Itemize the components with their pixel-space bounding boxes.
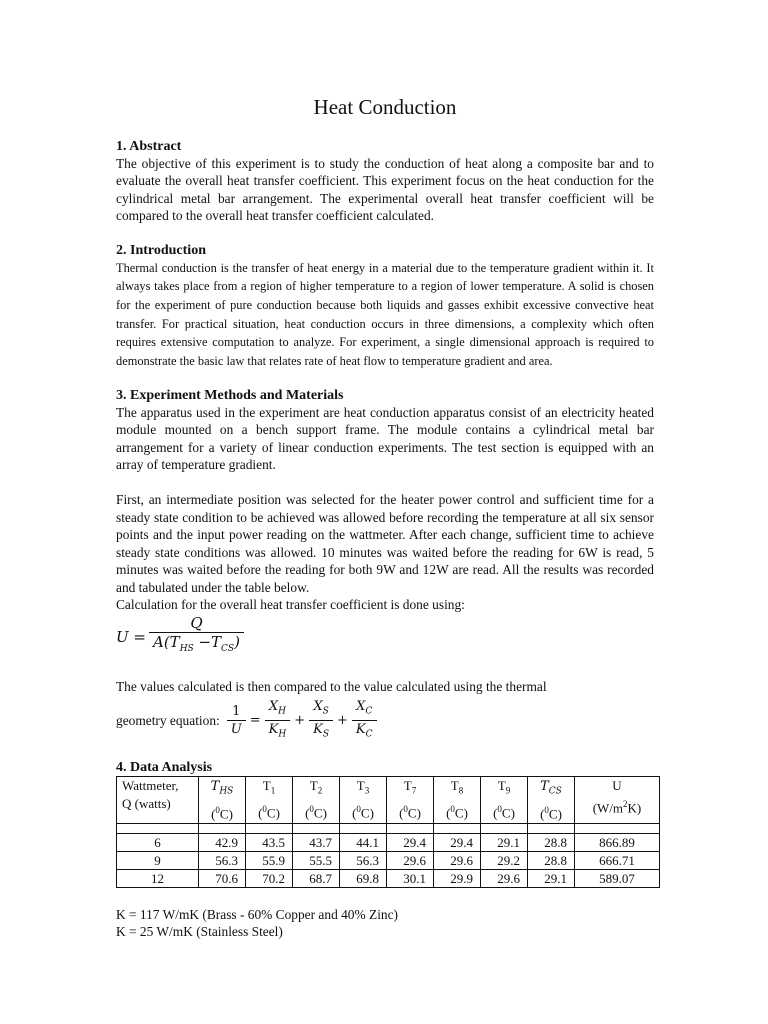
header-tcs-sub: CS [548, 786, 562, 797]
cell-q: 6 [117, 833, 199, 851]
geo-u: U [227, 720, 246, 739]
cell-q: 9 [117, 851, 199, 869]
note-brass-k: K = 117 W/mK (Brass - 60% Copper and 40% Zinc) [116, 906, 399, 922]
geo-xh [265, 698, 290, 721]
geo-frac-s [309, 698, 333, 744]
document-title: Heat Conduction [313, 95, 457, 119]
table-row [117, 869, 660, 887]
cell-t3: 44.1 [340, 833, 387, 851]
cell-ths: 70.6 [199, 869, 246, 887]
formula-den-hs: HS [179, 644, 194, 655]
formula-u-numerator: Q [190, 614, 203, 633]
geo-kh-k: K [268, 722, 279, 738]
geo-xc-x: X [356, 698, 366, 714]
cell-tcs: 28.8 [528, 851, 575, 869]
results-table [116, 776, 660, 888]
cell-t7: 30.1 [387, 869, 434, 887]
unit-open: ( [399, 804, 404, 820]
formula-u-fraction [149, 615, 244, 658]
unit-close: C) [501, 804, 515, 820]
cell-t2: 55.5 [293, 851, 340, 869]
header-tcs-t: T [540, 778, 549, 794]
unit-open: ( [446, 804, 451, 820]
header-t7-sub: 7 [411, 785, 417, 796]
geo-xh-x: X [268, 698, 279, 714]
cell-ths: 56.3 [199, 851, 246, 869]
header-t3-t: T [356, 777, 365, 793]
header-u-unit: (W/m [592, 800, 624, 816]
header-wattmeter [117, 776, 199, 823]
cell-t8: 29.4 [434, 833, 481, 851]
geo-frac-c [352, 698, 377, 744]
cell-t8: 29.9 [434, 869, 481, 887]
geo-xc [352, 698, 376, 721]
cell-tcs: 28.8 [528, 833, 575, 851]
unit-close: C) [313, 804, 327, 820]
unit-open: ( [305, 804, 310, 820]
header-t9-sub: 9 [505, 785, 511, 796]
geo-ks [309, 720, 333, 744]
geo-frac-one-u [227, 703, 246, 739]
header-wattmeter-line1: Wattmeter, [122, 777, 179, 793]
header-u-sup: 2 [623, 798, 628, 809]
unit-close: C) [360, 804, 374, 820]
geo-kc-sub: C [365, 729, 373, 740]
unit-sup: 0 [497, 803, 502, 814]
header-tcs [528, 776, 575, 823]
table-body [117, 833, 660, 887]
cell-t2: 68.7 [293, 869, 340, 887]
cell-t1: 70.2 [246, 869, 293, 887]
header-t8-sub: 8 [458, 785, 464, 796]
unit-sup: 0 [403, 803, 408, 814]
header-t8 [434, 776, 481, 823]
overall-u-formula [116, 615, 654, 658]
introduction-heading: 2. Introduction [116, 242, 206, 258]
geo-equals: = [249, 713, 261, 729]
abstract-text: The objective of this experiment is to study the conduction of heat along a composite bar and to evaluate the overall heat transfer coefficient. This experiment focus on the heat conduction for the cylindrical metal bar arrangement. The experimental overall heat transfer coefficient will be compared to the overall heat transfer coefficient calculated. [116, 156, 654, 224]
methods-paragraph-3: Calculation for the overall heat transfer coefficient is done using: [116, 596, 465, 612]
geometry-equation [116, 698, 654, 744]
geo-frac-h [265, 698, 291, 744]
table-spacer-row [117, 823, 660, 833]
header-t7 [387, 776, 434, 823]
note-steel-k: K = 25 W/mK (Stainless Steel) [116, 924, 283, 940]
data-analysis-heading: 4. Data Analysis [116, 759, 213, 775]
geo-xc-sub: C [365, 706, 373, 717]
header-t7-t: T [403, 777, 412, 793]
header-t8-t: T [450, 777, 459, 793]
header-u-close: K) [627, 800, 642, 816]
unit-close: C) [548, 805, 562, 821]
cell-u: 589.07 [575, 869, 660, 887]
formula-den-cs: CS [221, 644, 235, 655]
unit-open: ( [352, 804, 357, 820]
unit-close: C) [407, 804, 421, 820]
geo-kc [352, 720, 377, 744]
cell-u: 866.89 [575, 833, 660, 851]
header-ths [199, 776, 246, 823]
geo-one: 1 [232, 703, 241, 719]
methods-paragraph-2: First, an intermediate position was selected for the heater power control and sufficient time for a steady state condition to be achieved was allowed before recording the temperature at all six sensor points and the input power reading on the wattmeter. After each change, sufficient time to achieve steady state conditions was allowed. 10 minutes was waited before the reading for 6W is read, 5 minutes was waited before the reading for both 9W and 12W are read. All the results was recorded and tabulated under the table below. [116, 492, 654, 595]
header-t9 [481, 776, 528, 823]
header-ths-sub: HS [219, 786, 234, 797]
geo-ks-sub: S [322, 729, 329, 740]
header-t2-sub: 2 [317, 785, 323, 796]
formula-u-lhs: U = [116, 627, 146, 646]
unit-sup: 0 [262, 803, 267, 814]
cell-u: 666.71 [575, 851, 660, 869]
cell-t3: 69.8 [340, 869, 387, 887]
cell-t2: 43.7 [293, 833, 340, 851]
header-t3-sub: 3 [364, 785, 370, 796]
geo-kh [265, 720, 291, 744]
cell-t1: 55.9 [246, 851, 293, 869]
formula-den-minus: −T [193, 633, 222, 652]
geo-xs [309, 698, 332, 721]
header-u-label: U [612, 777, 622, 793]
cell-t8: 29.6 [434, 851, 481, 869]
geo-ks-k: K [313, 722, 323, 738]
header-t1-sub: 1 [270, 785, 276, 796]
header-t2-t: T [309, 777, 318, 793]
unit-sup: 0 [450, 803, 455, 814]
cell-q: 12 [117, 869, 199, 887]
unit-close: C) [454, 804, 468, 820]
header-t2 [293, 776, 340, 823]
geo-kc-k: K [355, 722, 366, 738]
geometry-label: geometry equation: [116, 712, 220, 728]
unit-close: C) [219, 805, 233, 821]
geo-xs-sub: S [322, 706, 329, 717]
formula-u-denominator [149, 632, 244, 658]
table-header-row [117, 776, 660, 823]
cell-t9: 29.6 [481, 869, 528, 887]
unit-sup: 0 [309, 803, 314, 814]
methods-paragraph-4: The values calculated is then compared to the value calculated using the thermal [116, 679, 547, 695]
unit-sup: 0 [215, 804, 220, 815]
header-ths-t: T [210, 778, 220, 794]
unit-open: ( [258, 804, 263, 820]
geo-plus-2: + [337, 713, 348, 729]
cell-t7: 29.4 [387, 833, 434, 851]
cell-tcs: 29.1 [528, 869, 575, 887]
table-row [117, 851, 660, 869]
header-t9-t: T [497, 777, 506, 793]
cell-t3: 56.3 [340, 851, 387, 869]
methods-heading: 3. Experiment Methods and Materials [116, 387, 344, 403]
unit-open: ( [493, 804, 498, 820]
cell-t1: 43.5 [246, 833, 293, 851]
header-t1 [246, 776, 293, 823]
unit-close: C) [266, 804, 280, 820]
unit-sup: 0 [356, 803, 361, 814]
geo-xs-x: X [313, 698, 323, 714]
formula-den-close: ) [234, 633, 240, 652]
table-row [117, 833, 660, 851]
header-u [575, 776, 660, 823]
unit-open: ( [540, 805, 545, 821]
header-wattmeter-line2: Q (watts) [122, 795, 171, 811]
geo-xh-sub: H [278, 706, 286, 717]
cell-t7: 29.6 [387, 851, 434, 869]
cell-t9: 29.1 [481, 833, 528, 851]
abstract-heading: 1. Abstract [116, 139, 182, 154]
unit-open: ( [211, 805, 216, 821]
header-t1-t: T [262, 777, 271, 793]
geo-plus-1: + [294, 713, 306, 729]
document-page [116, 0, 654, 941]
unit-sup: 0 [544, 804, 549, 815]
methods-paragraph-1: The apparatus used in the experiment are heat conduction apparatus consist of an electricity heated module mounted on a bench support frame. The module contains a cylindrical metal bar arrangement for a variety of linear conduction experiments. The test section is equipped with an array of temperature gradient. [116, 404, 654, 473]
cell-t9: 29.2 [481, 851, 528, 869]
formula-den-a: A(T [152, 633, 180, 652]
cell-ths: 42.9 [199, 833, 246, 851]
geo-kh-sub: H [278, 729, 287, 740]
introduction-text: Thermal conduction is the transfer of heat energy in a material due to the temperature gradient within it. It always takes place from a region of higher temperature to a region of lower temperature. A solid is chosen for the experiment of pure conduction because both liquids and gasses exhibit excessive convective heat transfer. For practical situation, heat conduction occurs in three dimensions, a complexity which often requires extensive computation to analyze. For experiment, a single dimensional approach is required to demonstrate the basic law that relates rate of heat flow to temperature gradient and area. [116, 260, 654, 369]
header-t3 [340, 776, 387, 823]
